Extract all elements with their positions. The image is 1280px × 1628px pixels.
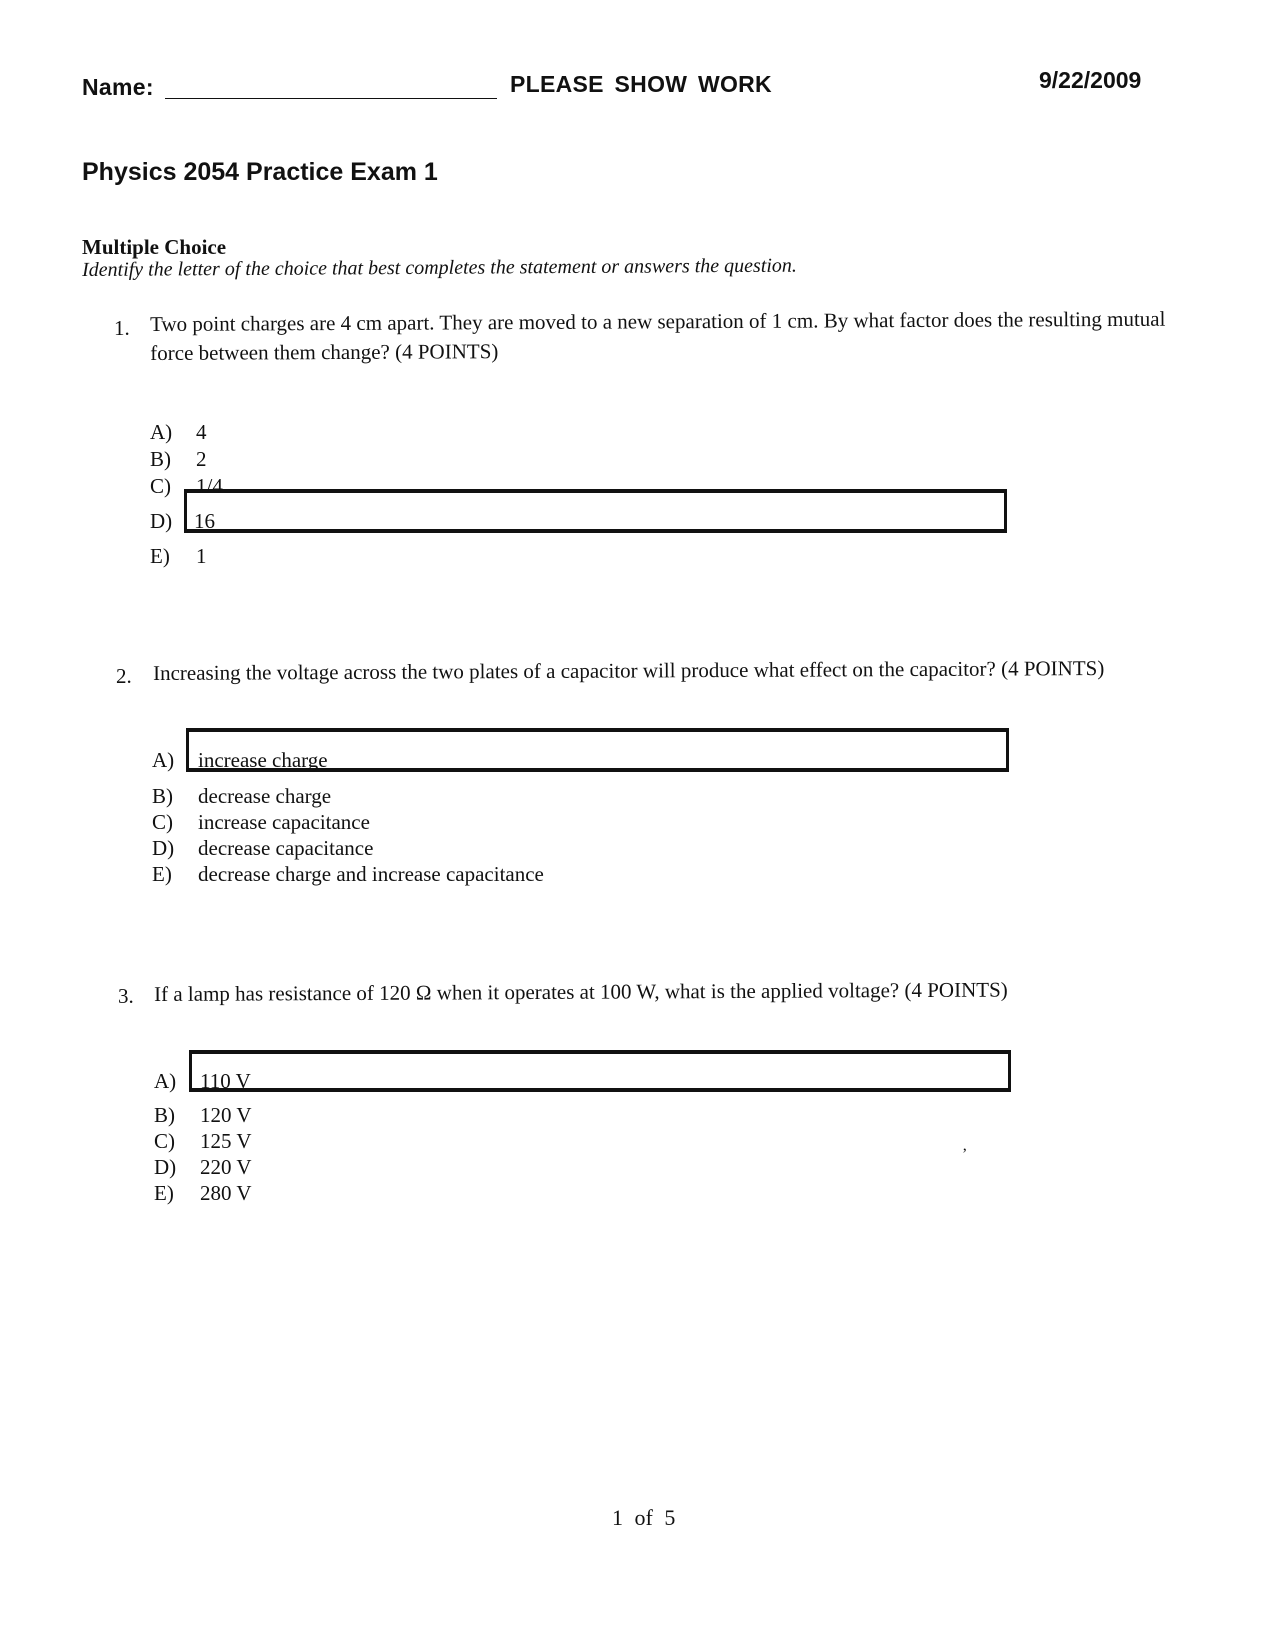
exam-title: Physics 2054 Practice Exam 1 [82,158,438,186]
question-number: 3. [118,984,134,1008]
answer-box [184,489,1007,533]
option-e: E) 1 [150,544,207,568]
option-b: B) 2 [150,447,207,471]
option-e: E) 280 V [154,1181,252,1205]
question-number: 1. [114,316,130,340]
option-a: A) 4 [150,420,207,444]
question-number: 2. [116,664,132,688]
option-d: D) decrease capacitance [152,836,374,860]
section-instructions: Identify the letter of the choice that best completes the statement or answers the question. [82,254,797,281]
option-c: C) increase capacitance [152,810,370,834]
option-c: C) 1/4 [150,474,223,498]
option-d: D) 220 V [154,1155,252,1179]
option-b: B) decrease charge [152,784,332,808]
page-number: 1 of 5 [612,1505,676,1530]
option-b: B) 120 V [154,1103,252,1127]
question-text: If a lamp has resistance of 120 Ω when it operates at 100 W, what is the applied voltage? (4 POINTS) [154,977,1008,1006]
option-a: A) 110 V [154,1069,251,1093]
question-text: Two point charges are 4 cm apart. They are moved to a new separation of 1 cm. By what factor does the resulting mutual force between them change? (4 POINTS) [150,306,1166,365]
option-e: E) decrease charge and increase capacitance [152,862,544,886]
answer-box [189,1050,1011,1092]
option-d: D) 16 [150,509,215,533]
name-blank-line [165,98,497,99]
question-text: Increasing the voltage across the two plates of a capacitor will produce what effect on the capacitor? (4 POINTS) [153,656,1105,685]
exam-date: 9/22/2009 [1039,67,1142,93]
name-label: Name: [82,74,154,100]
option-c: C) 125 V [154,1129,252,1153]
option-a: A) increase charge [152,748,328,772]
stray-pen-mark: ’ [962,1146,968,1163]
show-work-instruction: PLEASE SHOW WORK [510,71,772,97]
section-heading: Multiple Choice [82,235,227,259]
